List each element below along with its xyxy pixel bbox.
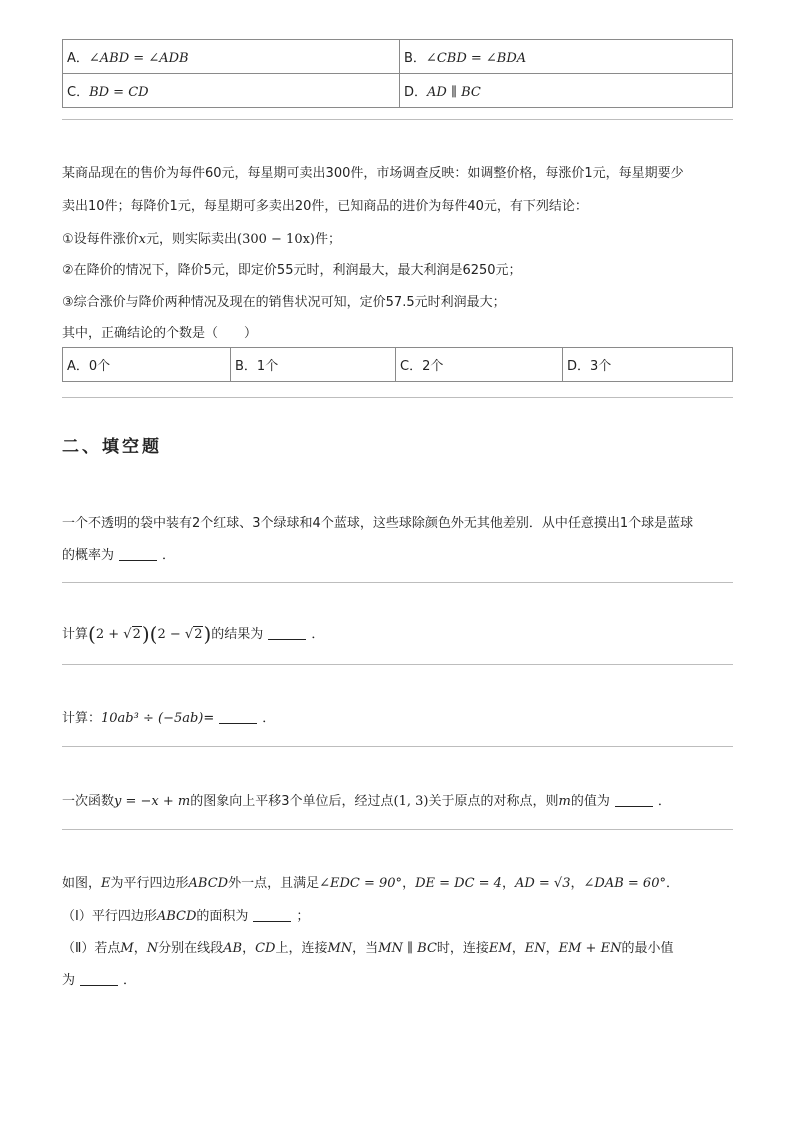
price-question-line-1: 某商品现在的售价为每件60元，每星期可卖出300件，市场调查反映：如调整价格，每涨价1元，每星期要少 bbox=[62, 166, 684, 181]
answer-blank[interactable] bbox=[268, 627, 306, 640]
ball-question-line-1: 一个不透明的袋中装有2个红球、3个绿球和4个蓝球，这些球除颜色外无其他差别．从中任意摸出1个球是蓝球 bbox=[62, 516, 694, 531]
prev-question-options bbox=[62, 39, 733, 108]
parallelogram-question-line-4: 为 ． bbox=[62, 973, 137, 988]
divider bbox=[62, 664, 733, 665]
answer-blank[interactable] bbox=[80, 973, 118, 986]
divider bbox=[62, 119, 733, 120]
divider bbox=[62, 582, 733, 583]
option-c[interactable]: C．2个 bbox=[396, 348, 563, 382]
sqrt-question: 计算(2 + √2)(2 − √2)的结果为 ． bbox=[62, 622, 325, 646]
option-a[interactable]: A．0个 bbox=[63, 348, 231, 382]
answer-blank[interactable] bbox=[219, 711, 257, 724]
answer-blank[interactable] bbox=[119, 548, 157, 561]
option-b[interactable]: B．∠CBD = ∠BDA bbox=[400, 40, 733, 74]
parallelogram-question-line-3: （Ⅱ）若点M，N分别在线段AB，CD上，连接MN，当MN ∥ BC时，连接EM，EN，EM + EN的最小值 bbox=[62, 941, 674, 956]
division-question: 计算：10ab³ ÷ (−5ab)= ． bbox=[62, 711, 276, 726]
parallelogram-question-line-2: （Ⅰ）平行四边形ABCD的面积为 ； bbox=[62, 909, 310, 924]
price-question-line-4: ②在降价的情况下，降价5元，即定价55元时，利润最大，最大利润是6250元； bbox=[62, 263, 522, 278]
divider bbox=[62, 397, 733, 398]
price-question-line-6: 其中，正确结论的个数是（ ） bbox=[62, 326, 258, 341]
price-question-line-2: 卖出10件；每降价1元，每星期可多卖出20件，已知商品的进价为每件40元，有下列结论： bbox=[62, 199, 588, 214]
divider bbox=[62, 829, 733, 830]
option-d[interactable]: D．3个 bbox=[563, 348, 733, 382]
answer-blank[interactable] bbox=[615, 794, 653, 807]
price-question-line-5: ③综合涨价与降价两种情况及现在的销售状况可知，定价57.5元时利润最大； bbox=[62, 295, 506, 310]
price-question-line-3: ①设每件涨价x元，则实际卖出(300 − 10x)件； bbox=[62, 232, 342, 247]
price-question-options bbox=[62, 347, 733, 382]
option-d[interactable]: D．AD ∥ BC bbox=[400, 74, 733, 108]
option-a[interactable]: A．∠ABD = ∠ADB bbox=[63, 40, 400, 74]
linear-question: 一次函数y = −x + m的图象向上平移3个单位后，经过点(1, 3)关于原点的对称点，则m的值为 ． bbox=[62, 794, 671, 809]
option-b[interactable]: B．1个 bbox=[231, 348, 396, 382]
option-c[interactable]: C．BD = CD bbox=[63, 74, 400, 108]
parallelogram-question-line-1: 如图，E为平行四边形ABCD外一点，且满足∠EDC = 90°，DE = DC = 4，AD = √3，∠DAB = 60°． bbox=[62, 876, 679, 891]
section-title: 二、填空题 bbox=[62, 437, 162, 457]
answer-blank[interactable] bbox=[253, 909, 291, 922]
divider bbox=[62, 746, 733, 747]
ball-question-line-2: 的概率为 ． bbox=[62, 548, 176, 563]
